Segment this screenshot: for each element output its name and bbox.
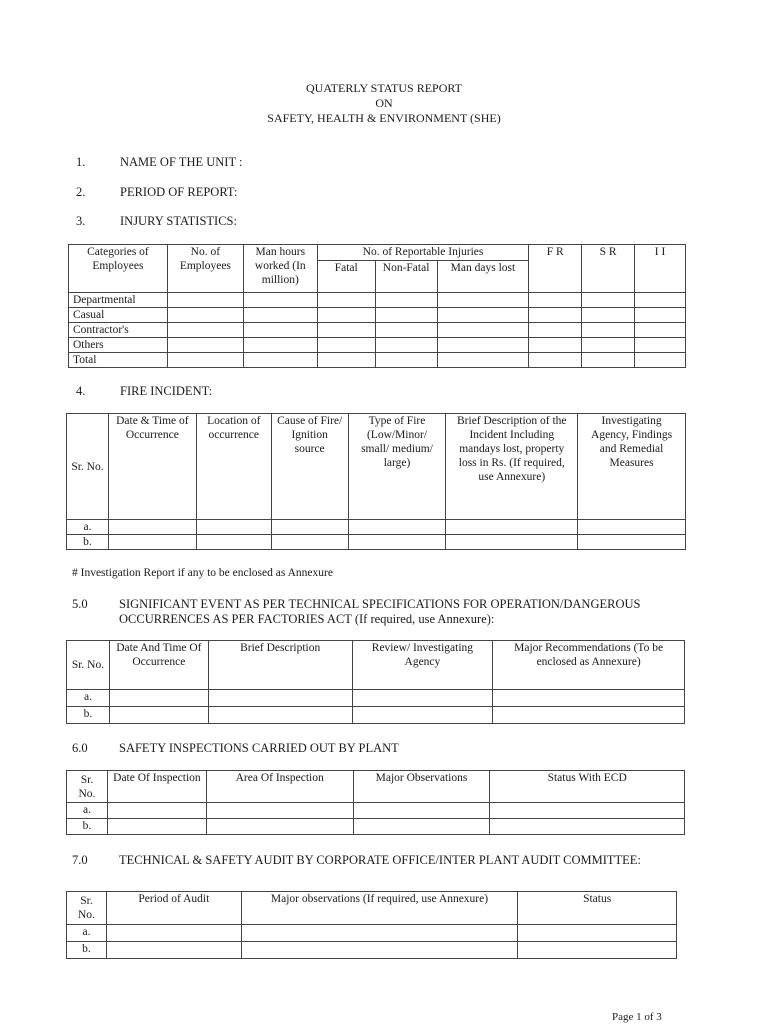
cell[interactable] (529, 338, 582, 353)
cell[interactable] (243, 353, 317, 368)
cell[interactable] (529, 293, 582, 308)
row-label-a: a. (67, 925, 107, 942)
cell[interactable] (635, 353, 686, 368)
header-sr-no: Sr. No. (67, 892, 107, 925)
cell[interactable] (437, 308, 529, 323)
cell[interactable] (167, 308, 243, 323)
cell[interactable] (353, 819, 490, 835)
cell[interactable] (271, 535, 348, 550)
cell[interactable] (208, 690, 352, 707)
header-sr-no: Sr. No. (67, 641, 110, 690)
header-status: Status (518, 892, 677, 925)
table-row (67, 535, 686, 550)
cell[interactable] (518, 942, 677, 959)
cell[interactable] (243, 338, 317, 353)
header-date-time: Date & Time of Occurrence (108, 414, 196, 520)
safety-inspections-label: SAFETY INSPECTIONS CARRIED OUT BY PLANT (119, 741, 399, 755)
header-sr: S R (582, 245, 635, 293)
row-label-total: Total (69, 353, 168, 368)
cell[interactable] (196, 535, 271, 550)
cell[interactable] (375, 338, 437, 353)
cell[interactable] (582, 323, 635, 338)
report-period-label: PERIOD OF REPORT: (120, 185, 238, 199)
table-row (69, 353, 686, 368)
header-period-of-audit: Period of Audit (106, 892, 241, 925)
header-man-days-lost: Man days lost (437, 261, 529, 293)
header-brief-description: Brief Description of the Incident Including mandays lost, property loss in Rs. (If required, use Annexure) (446, 414, 578, 520)
row-label-casual: Casual (69, 308, 168, 323)
header-major-observations: Major observations (If required, use Annexure) (241, 892, 518, 925)
cell[interactable] (167, 293, 243, 308)
cell[interactable] (106, 925, 241, 942)
report-subtitle: SAFETY, HEALTH & ENVIRONMENT (SHE) (267, 111, 501, 125)
header-date-of-inspection: Date Of Inspection (107, 771, 206, 803)
row-label-b: b. (67, 819, 108, 835)
cell[interactable] (582, 353, 635, 368)
cell[interactable] (582, 338, 635, 353)
report-title-on: ON (375, 96, 393, 110)
item-3-number: 3. (76, 214, 86, 228)
header-categories: Categories of Employees (69, 245, 168, 293)
cell[interactable] (352, 690, 493, 707)
significant-event-label (119, 597, 640, 627)
cell[interactable] (635, 308, 686, 323)
table-row (67, 819, 685, 835)
cell[interactable] (490, 803, 685, 819)
header-reportable-injuries: No. of Reportable Injuries (317, 245, 529, 261)
item-6-number: 6.0 (72, 741, 88, 755)
cell[interactable] (348, 535, 446, 550)
header-man-hours: Man hours worked (In million) (243, 245, 317, 293)
cell[interactable] (375, 293, 437, 308)
header-fatal: Fatal (317, 261, 375, 293)
significant-event-table (66, 640, 685, 724)
header-status-with-ecd: Status With ECD (490, 771, 685, 803)
header-date-time: Date And Time Of Occurrence (109, 641, 208, 690)
header-major-observations: Major Observations (353, 771, 490, 803)
table-row (67, 925, 677, 942)
cell[interactable] (635, 293, 686, 308)
cell[interactable] (109, 707, 208, 724)
cell[interactable] (167, 353, 243, 368)
cell[interactable] (578, 520, 686, 535)
cell[interactable] (241, 925, 518, 942)
item-1-number: 1. (76, 155, 86, 169)
header-brief-description: Brief Description (208, 641, 352, 690)
cell[interactable] (167, 323, 243, 338)
cell[interactable] (437, 338, 529, 353)
cell[interactable] (493, 690, 685, 707)
table-row (67, 942, 677, 959)
significant-event-line1: SIGNIFICANT EVENT AS PER TECHNICAL SPECIFICATIONS FOR OPERATION/DANGEROUS (119, 597, 641, 611)
unit-name-label: NAME OF THE UNIT : (120, 155, 243, 169)
table-row (69, 293, 686, 308)
cell[interactable] (108, 535, 196, 550)
cell[interactable] (317, 293, 375, 308)
cell[interactable] (108, 520, 196, 535)
row-label-b: b. (67, 942, 107, 959)
item-2-number: 2. (76, 185, 86, 199)
header-no-of-employees: No. of Employees (167, 245, 243, 293)
cell[interactable] (196, 520, 271, 535)
cell[interactable] (317, 323, 375, 338)
table-row (67, 803, 685, 819)
cell[interactable] (208, 707, 352, 724)
cell[interactable] (582, 308, 635, 323)
cell[interactable] (437, 353, 529, 368)
row-label-contractors: Contractor's (69, 323, 168, 338)
cell[interactable] (437, 293, 529, 308)
table-row (69, 338, 686, 353)
row-label-a: a. (67, 690, 110, 707)
cell[interactable] (582, 293, 635, 308)
table-row (67, 707, 685, 724)
table-row (67, 690, 685, 707)
injury-statistics-table (68, 244, 686, 368)
cell[interactable] (243, 308, 317, 323)
cell[interactable] (375, 353, 437, 368)
cell[interactable] (271, 520, 348, 535)
header-non-fatal: Non-Fatal (375, 261, 437, 293)
cell[interactable] (375, 308, 437, 323)
cell[interactable] (243, 323, 317, 338)
cell[interactable] (375, 323, 437, 338)
table-row (67, 520, 686, 535)
cell[interactable] (243, 293, 317, 308)
cell[interactable] (206, 803, 353, 819)
table-row (69, 308, 686, 323)
significant-event-line2: OCCURRENCES AS PER FACTORIES ACT (If required, use Annexure): (119, 612, 495, 626)
row-label-b: b. (67, 535, 109, 550)
header-sr-no: Sr. No. (67, 771, 108, 803)
item-5-number: 5.0 (72, 597, 88, 611)
technical-audit-label: TECHNICAL & SAFETY AUDIT BY CORPORATE OFFICE/INTER PLANT AUDIT COMMITTEE: (119, 853, 641, 867)
cell[interactable] (206, 819, 353, 835)
header-type-of-fire: Type of Fire (Low/Minor/ small/ medium/ large) (348, 414, 446, 520)
cell[interactable] (109, 690, 208, 707)
header-investigating-agency: Investigating Agency, Findings and Remedial Measures (578, 414, 686, 520)
cell[interactable] (518, 925, 677, 942)
header-review-agency: Review/ Investigating Agency (352, 641, 493, 690)
header-fr: F R (529, 245, 582, 293)
cell[interactable] (635, 338, 686, 353)
cell[interactable] (317, 353, 375, 368)
cell[interactable] (446, 520, 578, 535)
cell[interactable] (241, 942, 518, 959)
investigation-note: # Investigation Report if any to be enclosed as Annexure (72, 567, 333, 579)
header-area-of-inspection: Area Of Inspection (206, 771, 353, 803)
item-7-number: 7.0 (72, 853, 88, 867)
table-row (69, 323, 686, 338)
cell[interactable] (529, 353, 582, 368)
cell[interactable] (635, 323, 686, 338)
cell[interactable] (493, 707, 685, 724)
row-label-a: a. (67, 520, 109, 535)
fire-incident-table (66, 413, 686, 550)
row-label-others: Others (69, 338, 168, 353)
cell[interactable] (317, 308, 375, 323)
cell[interactable] (317, 338, 375, 353)
cell[interactable] (578, 535, 686, 550)
technical-audit-table (66, 891, 677, 959)
item-4-number: 4. (76, 384, 86, 398)
cell[interactable] (106, 942, 241, 959)
header-ii: I I (635, 245, 686, 293)
cell[interactable] (490, 819, 685, 835)
row-label-b: b. (67, 707, 110, 724)
cell[interactable] (352, 707, 493, 724)
cell[interactable] (167, 338, 243, 353)
cell[interactable] (529, 323, 582, 338)
cell[interactable] (348, 520, 446, 535)
cell[interactable] (353, 803, 490, 819)
row-label-departmental: Departmental (69, 293, 168, 308)
header-cause: Cause of Fire/ Ignition source (271, 414, 348, 520)
cell[interactable] (107, 819, 206, 835)
injury-statistics-label: INJURY STATISTICS: (120, 214, 237, 228)
cell[interactable] (529, 308, 582, 323)
cell[interactable] (107, 803, 206, 819)
header-sr-no: Sr. No. (67, 414, 109, 520)
cell[interactable] (437, 323, 529, 338)
report-title: QUATERLY STATUS REPORT (305, 81, 463, 95)
cell[interactable] (446, 535, 578, 550)
row-label-a: a. (67, 803, 108, 819)
page-number: Page 1 of 3 (612, 1011, 662, 1023)
fire-incident-label: FIRE INCIDENT: (120, 384, 213, 398)
header-location: Location of occurrence (196, 414, 271, 520)
safety-inspections-table (66, 770, 685, 835)
header-major-recommendations: Major Recommendations (To be enclosed as Annexure) (493, 641, 685, 690)
